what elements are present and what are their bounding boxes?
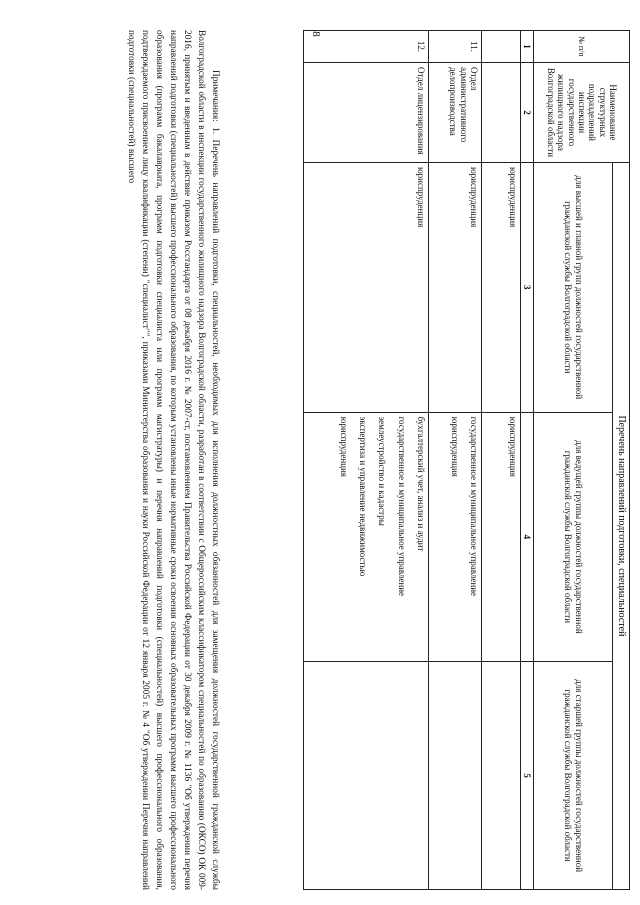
cell-specialties-list xyxy=(429,412,482,662)
cell-specialties-list xyxy=(304,412,429,662)
specialty-item: юриспруденция xyxy=(338,416,349,477)
table-row-continuation xyxy=(482,31,521,890)
column-number: 2 xyxy=(521,62,534,162)
column-number: 3 xyxy=(521,162,534,412)
specialties-table xyxy=(303,30,630,890)
header-leading-group: для ведущей группы должностей государственной гражданской службы Волгоградской области xyxy=(534,412,613,662)
specialty-item: государственное и муниципальное управление xyxy=(396,416,407,597)
header-specialties-group: Перечень направлений подготовки, специальностей xyxy=(613,162,630,889)
rotated-document-body xyxy=(40,30,630,890)
specialty-item: государственное и муниципальное управление xyxy=(469,416,480,597)
column-number: 1 xyxy=(521,31,534,63)
page-number: 8 xyxy=(309,31,322,37)
specialty-item: бухгалтерский учет, анализ и аудит xyxy=(416,416,427,552)
structural-unit-name: Отдел административного делопроизводства xyxy=(429,62,482,162)
specialty-item: землеустройство и кадастры xyxy=(377,416,388,526)
header-structural-unit: Наименование структурных подразделений инспекции государственного жилищного надзора Волгоградской области xyxy=(534,62,630,162)
table-row xyxy=(304,31,429,890)
header-highest-group: для высшей и главной групп должностей государственной гражданской службы Волгоградской области xyxy=(534,162,613,412)
header-row-number: № п/п xyxy=(534,31,630,63)
row-number: 12. xyxy=(304,31,429,63)
header-senior-group: для старшей группы должностей государственной гражданской службы Волгоградской области xyxy=(534,662,613,890)
cell-specialty: юриспруденция xyxy=(482,162,521,412)
structural-unit-name: Отдел лицензирования xyxy=(304,62,429,162)
notes-paragraph: Примечания: 1. Перечень направлений подготовки, специальностей, необходимых для исполнения должностных обязанностей для замещения должностей государственной гражданской службы Волгоградской области в инспекции государственного жилищного надзора Волгоградской области, разработан в соответствии с Общероссийским классификатором специальностей по образованию (ОКСО) ОК 009-2016, принятым и введенным в действие приказом Росстандарта от 08 декабря 2016 г. № 2007-ст, постановлением Правительства Российской Федерации от 30 декабря 2009 г. № 1136 "Об утверждении перечня направлений подготовки (специальностей) высшего профессионального образования, по которым установлены иные нормативные сроки освоения основных образовательных программ высшего профессионального образования (программ бакалавриата, программ подготовки специалиста или программ магистратуры) и перечня направлений подготовки (специальностей) высшего профессионального образования, подтверждаемого присвоением лицу квалификации (степени) "специалист"", приказами Министерства образования и науки Российской Федерации от 12 января 2005 г. № 4 "Об утверждении Перечня направлений подготовки (специальностей) высшего xyxy=(126,30,220,890)
column-number: 5 xyxy=(521,662,534,890)
column-numbers-row xyxy=(521,31,534,890)
cell-specialty: юриспруденция xyxy=(304,162,429,412)
row-number: 11. xyxy=(429,31,482,63)
table-row xyxy=(429,31,482,890)
specialty-item: экспертиза и управление недвижимостью xyxy=(358,416,369,577)
specialty-item: юриспруденция xyxy=(449,416,460,477)
column-number: 4 xyxy=(521,412,534,662)
table-header-row xyxy=(613,31,630,890)
cell-specialty: юриспруденция xyxy=(482,412,521,662)
cell-specialty: юриспруденция xyxy=(429,162,482,412)
